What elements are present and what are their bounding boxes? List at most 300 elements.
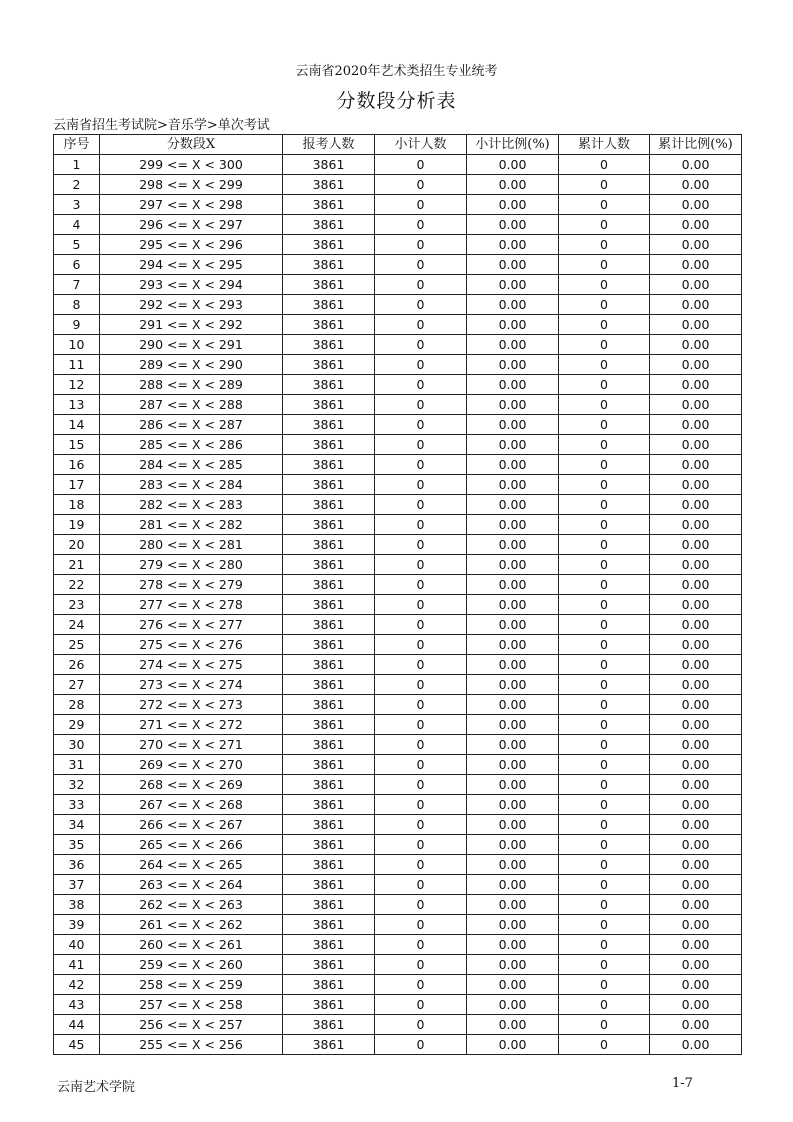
score-range: 256 <= X < 257: [100, 1015, 283, 1035]
score-range: 262 <= X < 263: [100, 895, 283, 915]
applicant-count: 3861: [283, 175, 375, 195]
cumulative-count: 0: [559, 655, 650, 675]
table-row: [54, 275, 742, 295]
footer-institution: 云南艺术学院: [57, 1080, 136, 1095]
score-range: 265 <= X < 266: [100, 835, 283, 855]
row-index: 30: [54, 735, 100, 755]
score-range: 299 <= X < 300: [100, 155, 283, 175]
cumulative-count: 0: [559, 295, 650, 315]
table-row: [54, 175, 742, 195]
table-row: [54, 495, 742, 515]
score-range: 286 <= X < 287: [100, 415, 283, 435]
cumulative-ratio: 0.00: [650, 695, 742, 715]
cumulative-count: 0: [559, 375, 650, 395]
score-range: 297 <= X < 298: [100, 195, 283, 215]
subtotal-ratio: 0.00: [467, 495, 559, 515]
cumulative-count: 0: [559, 535, 650, 555]
subtotal-ratio: 0.00: [467, 655, 559, 675]
table-row: [54, 855, 742, 875]
subtotal-ratio: 0.00: [467, 255, 559, 275]
row-index: 45: [54, 1035, 100, 1055]
subtotal-count: 0: [375, 195, 467, 215]
row-index: 40: [54, 935, 100, 955]
score-range: 298 <= X < 299: [100, 175, 283, 195]
subtotal-count: 0: [375, 315, 467, 335]
row-index: 21: [54, 555, 100, 575]
table-row: [54, 715, 742, 735]
applicant-count: 3861: [283, 555, 375, 575]
score-range: 258 <= X < 259: [100, 975, 283, 995]
cumulative-ratio: 0.00: [650, 295, 742, 315]
header-subtotal-count: 小计人数: [375, 135, 467, 155]
row-index: 33: [54, 795, 100, 815]
applicant-count: 3861: [283, 815, 375, 835]
cumulative-ratio: 0.00: [650, 815, 742, 835]
row-index: 13: [54, 395, 100, 415]
row-index: 44: [54, 1015, 100, 1035]
table-row: [54, 1035, 742, 1055]
cumulative-ratio: 0.00: [650, 615, 742, 635]
table-row: [54, 875, 742, 895]
cumulative-ratio: 0.00: [650, 795, 742, 815]
applicant-count: 3861: [283, 675, 375, 695]
cumulative-ratio: 0.00: [650, 855, 742, 875]
table-row: [54, 1015, 742, 1035]
subtotal-ratio: 0.00: [467, 615, 559, 635]
row-index: 34: [54, 815, 100, 835]
subtotal-ratio: 0.00: [467, 795, 559, 815]
table-row: [54, 595, 742, 615]
score-range: 284 <= X < 285: [100, 455, 283, 475]
row-index: 3: [54, 195, 100, 215]
table-row: [54, 835, 742, 855]
table-row: [54, 575, 742, 595]
score-range: 257 <= X < 258: [100, 995, 283, 1015]
table-row: [54, 695, 742, 715]
cumulative-count: 0: [559, 155, 650, 175]
subtotal-count: 0: [375, 235, 467, 255]
subtotal-count: 0: [375, 695, 467, 715]
header-score-range: 分数段X: [100, 135, 283, 155]
subtotal-count: 0: [375, 435, 467, 455]
table-row: [54, 995, 742, 1015]
cumulative-count: 0: [559, 395, 650, 415]
row-index: 39: [54, 915, 100, 935]
cumulative-count: 0: [559, 275, 650, 295]
row-index: 29: [54, 715, 100, 735]
subtotal-count: 0: [375, 515, 467, 535]
subtotal-ratio: 0.00: [467, 755, 559, 775]
score-range: 268 <= X < 269: [100, 775, 283, 795]
table-row: [54, 395, 742, 415]
score-range: 283 <= X < 284: [100, 475, 283, 495]
applicant-count: 3861: [283, 735, 375, 755]
row-index: 7: [54, 275, 100, 295]
header-index: 序号: [54, 135, 100, 155]
cumulative-count: 0: [559, 935, 650, 955]
applicant-count: 3861: [283, 635, 375, 655]
subtotal-ratio: 0.00: [467, 235, 559, 255]
score-range: 285 <= X < 286: [100, 435, 283, 455]
row-index: 2: [54, 175, 100, 195]
row-index: 20: [54, 535, 100, 555]
header-applicants: 报考人数: [283, 135, 375, 155]
applicant-count: 3861: [283, 595, 375, 615]
subtotal-count: 0: [375, 915, 467, 935]
cumulative-count: 0: [559, 835, 650, 855]
subtotal-ratio: 0.00: [467, 695, 559, 715]
applicant-count: 3861: [283, 395, 375, 415]
applicant-count: 3861: [283, 315, 375, 335]
score-range: 274 <= X < 275: [100, 655, 283, 675]
score-range: 275 <= X < 276: [100, 635, 283, 655]
subtotal-count: 0: [375, 1015, 467, 1035]
subtotal-ratio: 0.00: [467, 475, 559, 495]
table-row: [54, 955, 742, 975]
subtotal-count: 0: [375, 495, 467, 515]
cumulative-ratio: 0.00: [650, 995, 742, 1015]
table-row: [54, 635, 742, 655]
applicant-count: 3861: [283, 755, 375, 775]
subtotal-ratio: 0.00: [467, 175, 559, 195]
cumulative-count: 0: [559, 215, 650, 235]
applicant-count: 3861: [283, 955, 375, 975]
applicant-count: 3861: [283, 775, 375, 795]
subtotal-count: 0: [375, 715, 467, 735]
subtotal-ratio: 0.00: [467, 555, 559, 575]
score-range: 292 <= X < 293: [100, 295, 283, 315]
cumulative-ratio: 0.00: [650, 935, 742, 955]
cumulative-ratio: 0.00: [650, 495, 742, 515]
applicant-count: 3861: [283, 975, 375, 995]
row-index: 42: [54, 975, 100, 995]
cumulative-count: 0: [559, 895, 650, 915]
cumulative-ratio: 0.00: [650, 355, 742, 375]
row-index: 41: [54, 955, 100, 975]
subtotal-count: 0: [375, 415, 467, 435]
subtotal-count: 0: [375, 955, 467, 975]
cumulative-ratio: 0.00: [650, 215, 742, 235]
row-index: 15: [54, 435, 100, 455]
row-index: 37: [54, 875, 100, 895]
table-row: [54, 775, 742, 795]
cumulative-count: 0: [559, 475, 650, 495]
cumulative-count: 0: [559, 575, 650, 595]
cumulative-ratio: 0.00: [650, 455, 742, 475]
row-index: 10: [54, 335, 100, 355]
cumulative-ratio: 0.00: [650, 895, 742, 915]
cumulative-ratio: 0.00: [650, 635, 742, 655]
subtotal-ratio: 0.00: [467, 835, 559, 855]
cumulative-count: 0: [559, 1035, 650, 1055]
cumulative-ratio: 0.00: [650, 375, 742, 395]
applicant-count: 3861: [283, 215, 375, 235]
table-row: [54, 535, 742, 555]
score-range: 261 <= X < 262: [100, 915, 283, 935]
subtotal-count: 0: [375, 355, 467, 375]
score-range: 278 <= X < 279: [100, 575, 283, 595]
applicant-count: 3861: [283, 995, 375, 1015]
breadcrumb: 云南省招生考试院>音乐学>单次考试: [53, 118, 270, 133]
table-row: [54, 355, 742, 375]
score-range: 290 <= X < 291: [100, 335, 283, 355]
subtotal-count: 0: [375, 175, 467, 195]
applicant-count: 3861: [283, 375, 375, 395]
applicant-count: 3861: [283, 915, 375, 935]
cumulative-count: 0: [559, 855, 650, 875]
cumulative-ratio: 0.00: [650, 415, 742, 435]
subtotal-ratio: 0.00: [467, 295, 559, 315]
score-range: 294 <= X < 295: [100, 255, 283, 275]
cumulative-count: 0: [559, 815, 650, 835]
cumulative-count: 0: [559, 455, 650, 475]
applicant-count: 3861: [283, 475, 375, 495]
score-range: 267 <= X < 268: [100, 795, 283, 815]
page-title: 分数段分析表: [336, 90, 457, 112]
subtotal-ratio: 0.00: [467, 815, 559, 835]
subtotal-ratio: 0.00: [467, 1015, 559, 1035]
table-row: [54, 415, 742, 435]
cumulative-ratio: 0.00: [650, 715, 742, 735]
row-index: 26: [54, 655, 100, 675]
cumulative-count: 0: [559, 595, 650, 615]
applicant-count: 3861: [283, 155, 375, 175]
applicant-count: 3861: [283, 275, 375, 295]
cumulative-count: 0: [559, 555, 650, 575]
score-range: 270 <= X < 271: [100, 735, 283, 755]
cumulative-ratio: 0.00: [650, 475, 742, 495]
cumulative-ratio: 0.00: [650, 515, 742, 535]
subtotal-count: 0: [375, 395, 467, 415]
row-index: 38: [54, 895, 100, 915]
cumulative-ratio: 0.00: [650, 235, 742, 255]
subtotal-count: 0: [375, 215, 467, 235]
table-body: [54, 155, 742, 1055]
row-index: 16: [54, 455, 100, 475]
cumulative-count: 0: [559, 255, 650, 275]
applicant-count: 3861: [283, 1035, 375, 1055]
subtotal-count: 0: [375, 795, 467, 815]
subtotal-count: 0: [375, 895, 467, 915]
subtotal-ratio: 0.00: [467, 275, 559, 295]
cumulative-ratio: 0.00: [650, 335, 742, 355]
applicant-count: 3861: [283, 435, 375, 455]
score-range: 295 <= X < 296: [100, 235, 283, 255]
cumulative-count: 0: [559, 515, 650, 535]
subtotal-count: 0: [375, 935, 467, 955]
score-distribution-table: [53, 134, 742, 1055]
score-range: 276 <= X < 277: [100, 615, 283, 635]
table-row: [54, 975, 742, 995]
row-index: 8: [54, 295, 100, 315]
subtotal-ratio: 0.00: [467, 595, 559, 615]
subtotal-ratio: 0.00: [467, 915, 559, 935]
score-range: 279 <= X < 280: [100, 555, 283, 575]
document-supertitle: 云南省2020年艺术类招生专业统考: [295, 64, 498, 79]
row-index: 23: [54, 595, 100, 615]
applicant-count: 3861: [283, 195, 375, 215]
applicant-count: 3861: [283, 575, 375, 595]
applicant-count: 3861: [283, 1015, 375, 1035]
subtotal-ratio: 0.00: [467, 515, 559, 535]
table-row: [54, 795, 742, 815]
table-row: [54, 295, 742, 315]
cumulative-count: 0: [559, 195, 650, 215]
cumulative-count: 0: [559, 875, 650, 895]
applicant-count: 3861: [283, 535, 375, 555]
cumulative-ratio: 0.00: [650, 875, 742, 895]
table-row: [54, 375, 742, 395]
cumulative-ratio: 0.00: [650, 315, 742, 335]
applicant-count: 3861: [283, 875, 375, 895]
subtotal-ratio: 0.00: [467, 775, 559, 795]
score-range: 296 <= X < 297: [100, 215, 283, 235]
cumulative-count: 0: [559, 175, 650, 195]
score-range: 272 <= X < 273: [100, 695, 283, 715]
cumulative-count: 0: [559, 615, 650, 635]
row-index: 4: [54, 215, 100, 235]
cumulative-ratio: 0.00: [650, 955, 742, 975]
table-row: [54, 455, 742, 475]
applicant-count: 3861: [283, 235, 375, 255]
row-index: 22: [54, 575, 100, 595]
applicant-count: 3861: [283, 655, 375, 675]
subtotal-ratio: 0.00: [467, 395, 559, 415]
subtotal-count: 0: [375, 295, 467, 315]
cumulative-ratio: 0.00: [650, 835, 742, 855]
row-index: 11: [54, 355, 100, 375]
row-index: 19: [54, 515, 100, 535]
subtotal-count: 0: [375, 835, 467, 855]
subtotal-ratio: 0.00: [467, 995, 559, 1015]
applicant-count: 3861: [283, 895, 375, 915]
applicant-count: 3861: [283, 295, 375, 315]
applicant-count: 3861: [283, 335, 375, 355]
table-row: [54, 435, 742, 455]
subtotal-ratio: 0.00: [467, 155, 559, 175]
cumulative-ratio: 0.00: [650, 575, 742, 595]
subtotal-count: 0: [375, 855, 467, 875]
cumulative-ratio: 0.00: [650, 975, 742, 995]
table-header-row: [54, 135, 742, 155]
score-range: 287 <= X < 288: [100, 395, 283, 415]
cumulative-ratio: 0.00: [650, 255, 742, 275]
table-row: [54, 895, 742, 915]
cumulative-count: 0: [559, 955, 650, 975]
row-index: 31: [54, 755, 100, 775]
subtotal-count: 0: [375, 975, 467, 995]
cumulative-ratio: 0.00: [650, 735, 742, 755]
cumulative-ratio: 0.00: [650, 1035, 742, 1055]
subtotal-count: 0: [375, 275, 467, 295]
subtotal-ratio: 0.00: [467, 315, 559, 335]
row-index: 5: [54, 235, 100, 255]
cumulative-ratio: 0.00: [650, 655, 742, 675]
cumulative-count: 0: [559, 1015, 650, 1035]
score-range: 281 <= X < 282: [100, 515, 283, 535]
row-index: 24: [54, 615, 100, 635]
score-range: 282 <= X < 283: [100, 495, 283, 515]
subtotal-ratio: 0.00: [467, 415, 559, 435]
table-row: [54, 515, 742, 535]
cumulative-count: 0: [559, 335, 650, 355]
cumulative-ratio: 0.00: [650, 775, 742, 795]
cumulative-ratio: 0.00: [650, 175, 742, 195]
applicant-count: 3861: [283, 695, 375, 715]
applicant-count: 3861: [283, 415, 375, 435]
table-row: [54, 255, 742, 275]
subtotal-count: 0: [375, 875, 467, 895]
subtotal-count: 0: [375, 595, 467, 615]
subtotal-ratio: 0.00: [467, 355, 559, 375]
applicant-count: 3861: [283, 715, 375, 735]
cumulative-count: 0: [559, 635, 650, 655]
applicant-count: 3861: [283, 835, 375, 855]
subtotal-count: 0: [375, 615, 467, 635]
table-row: [54, 815, 742, 835]
score-range: 264 <= X < 265: [100, 855, 283, 875]
subtotal-ratio: 0.00: [467, 935, 559, 955]
cumulative-ratio: 0.00: [650, 195, 742, 215]
cumulative-count: 0: [559, 735, 650, 755]
table-row: [54, 555, 742, 575]
score-range: 288 <= X < 289: [100, 375, 283, 395]
subtotal-ratio: 0.00: [467, 955, 559, 975]
row-index: 43: [54, 995, 100, 1015]
table-row: [54, 475, 742, 495]
score-range: 293 <= X < 294: [100, 275, 283, 295]
applicant-count: 3861: [283, 495, 375, 515]
cumulative-count: 0: [559, 715, 650, 735]
score-range: 271 <= X < 272: [100, 715, 283, 735]
table-row: [54, 335, 742, 355]
subtotal-count: 0: [375, 335, 467, 355]
score-range: 291 <= X < 292: [100, 315, 283, 335]
table-row: [54, 755, 742, 775]
applicant-count: 3861: [283, 455, 375, 475]
subtotal-ratio: 0.00: [467, 895, 559, 915]
cumulative-count: 0: [559, 435, 650, 455]
cumulative-ratio: 0.00: [650, 1015, 742, 1035]
subtotal-count: 0: [375, 475, 467, 495]
score-range: 280 <= X < 281: [100, 535, 283, 555]
cumulative-count: 0: [559, 695, 650, 715]
cumulative-ratio: 0.00: [650, 595, 742, 615]
applicant-count: 3861: [283, 355, 375, 375]
cumulative-count: 0: [559, 675, 650, 695]
subtotal-count: 0: [375, 735, 467, 755]
applicant-count: 3861: [283, 855, 375, 875]
row-index: 1: [54, 155, 100, 175]
cumulative-ratio: 0.00: [650, 915, 742, 935]
score-range: 259 <= X < 260: [100, 955, 283, 975]
cumulative-ratio: 0.00: [650, 395, 742, 415]
applicant-count: 3861: [283, 255, 375, 275]
cumulative-ratio: 0.00: [650, 555, 742, 575]
table-row: [54, 735, 742, 755]
subtotal-ratio: 0.00: [467, 455, 559, 475]
table-row: [54, 615, 742, 635]
cumulative-ratio: 0.00: [650, 535, 742, 555]
table-row: [54, 675, 742, 695]
table-row: [54, 195, 742, 215]
subtotal-count: 0: [375, 755, 467, 775]
table-row: [54, 215, 742, 235]
subtotal-count: 0: [375, 635, 467, 655]
row-index: 9: [54, 315, 100, 335]
applicant-count: 3861: [283, 515, 375, 535]
subtotal-ratio: 0.00: [467, 675, 559, 695]
